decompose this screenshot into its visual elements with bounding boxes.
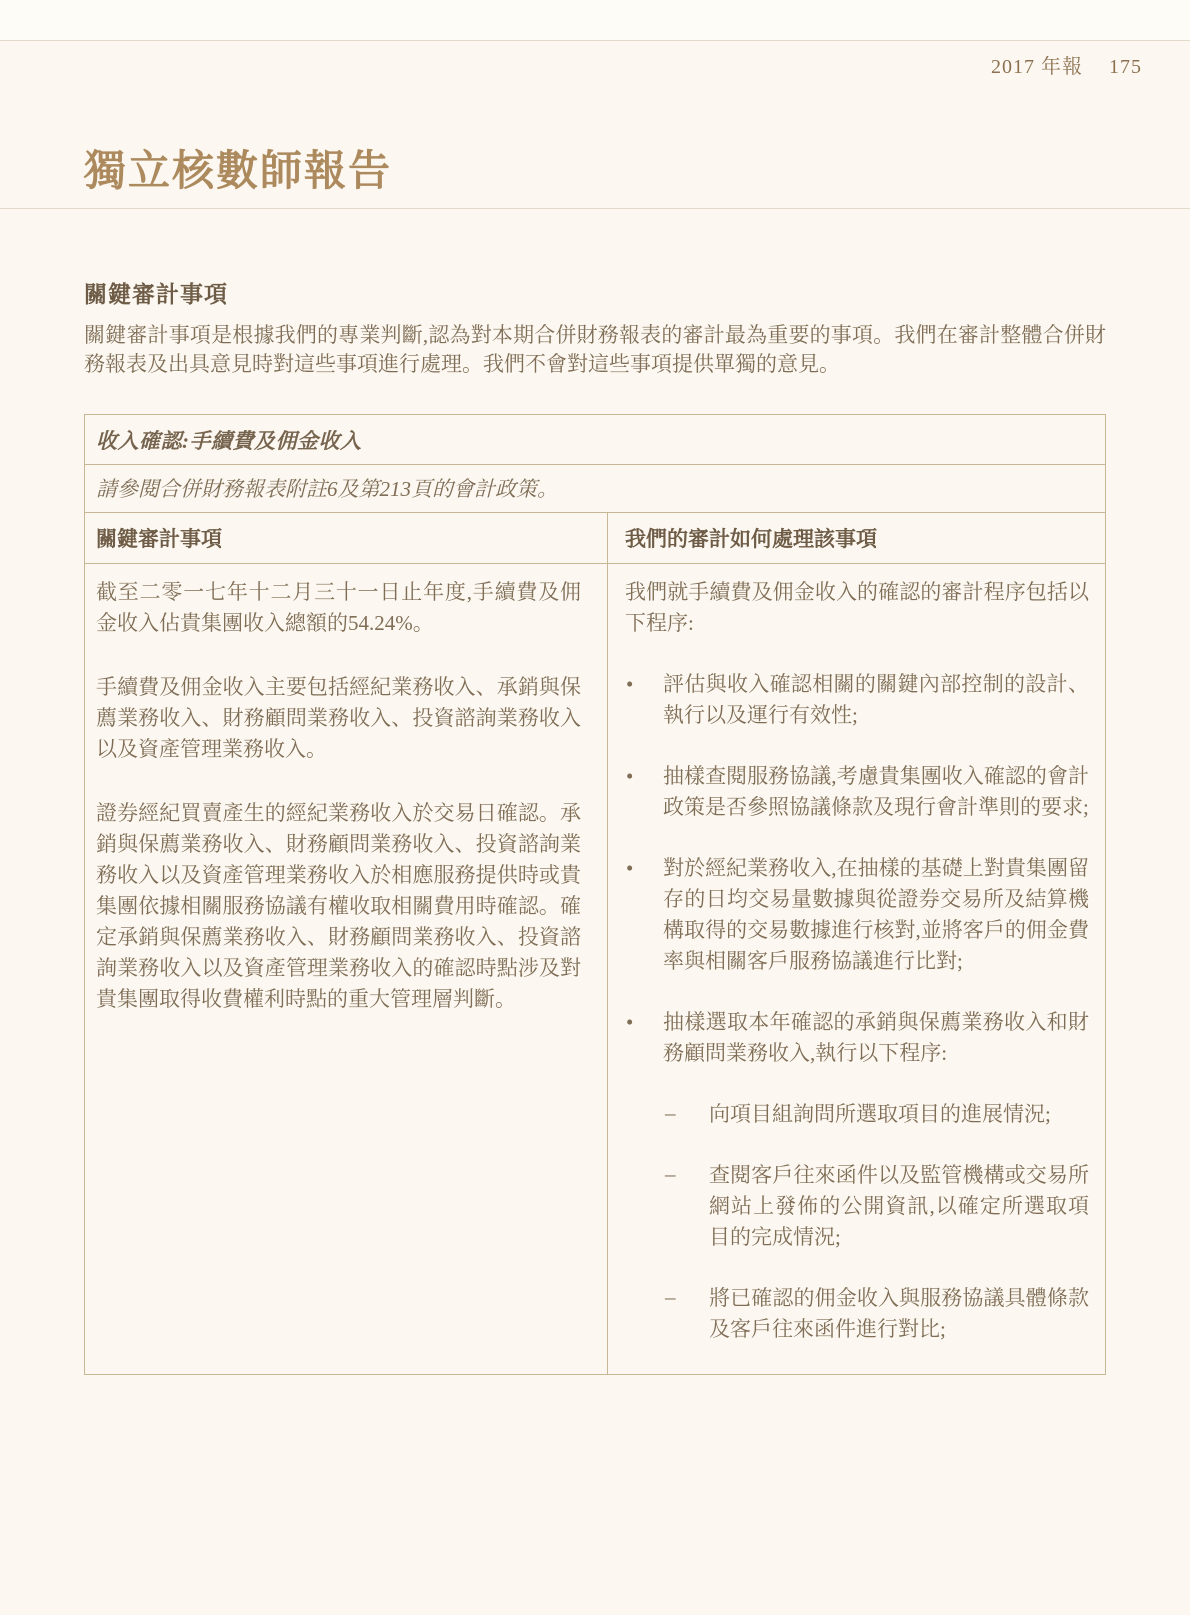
dash-icon: – bbox=[665, 1162, 676, 1186]
table-body-row bbox=[85, 563, 1105, 1374]
bullet-icon: • bbox=[626, 764, 634, 788]
sub-item-text: 查閱客戶往來函件以及監管機構或交易所網站上發佈的公開資訊,以確定所選取項目的完成情況; bbox=[709, 1163, 1089, 1249]
sub-item bbox=[625, 1283, 1089, 1345]
sub-item bbox=[625, 1099, 1089, 1130]
annual-report-label: 2017 年報 bbox=[991, 56, 1083, 78]
title-rule bbox=[0, 208, 1190, 209]
table-topic-row bbox=[85, 415, 1105, 464]
audit-response-cell bbox=[607, 564, 1105, 1374]
section-intro: 關鍵審計事項是根據我們的專業判斷,認為對本期合併財務報表的審計最為重要的事項。我們在審計整體合併財務報表及出具意見時對這些事項進行處理。我們不會對這些事項提供單獨的意見。 bbox=[84, 323, 1106, 376]
bullet-item bbox=[625, 1007, 1089, 1069]
table-reference-row bbox=[85, 464, 1105, 512]
table-header-row bbox=[85, 512, 1105, 563]
dash-icon: – bbox=[665, 1101, 676, 1125]
bullet-text: 評估與收入確認相關的關鍵內部控制的設計、執行以及運行有效性; bbox=[663, 672, 1089, 727]
bullet-item bbox=[625, 761, 1089, 823]
sub-item bbox=[625, 1160, 1089, 1253]
section-heading: 關鍵審計事項 bbox=[84, 282, 228, 307]
bullet-icon: • bbox=[626, 672, 634, 696]
audit-intro: 我們就手續費及佣金收入的確認的審計程序包括以下程序: bbox=[625, 580, 1089, 635]
bullet-text: 抽樣選取本年確認的承銷與保薦業務收入和財務顧問業務收入,執行以下程序: bbox=[663, 1010, 1089, 1065]
dash-icon: – bbox=[665, 1285, 676, 1309]
top-rule bbox=[0, 0, 1190, 41]
bullet-icon: • bbox=[626, 1010, 634, 1034]
col-header-left: 關鍵審計事項 bbox=[96, 527, 222, 551]
col-header-right: 我們的審計如何處理該事項 bbox=[607, 513, 1105, 563]
page-header bbox=[991, 50, 1142, 79]
sub-item-text: 向項目組詢問所選取項目的進展情況; bbox=[709, 1102, 1051, 1126]
kam-paragraph: 證券經紀買賣產生的經紀業務收入於交易日確認。承銷與保薦業務收入、財務顧問業務收入、投資諮詢業務收入以及資產管理業務收入於相應服務提供時或貴集團依據相關服務協議有權收取相關費用時確認。確定承銷與保薦業務收入、財務顧問業務收入、投資諮詢業務收入以及資產管理業務收入的確認時點涉及對貴集團取得收費權利時點的重大管理層判斷。 bbox=[96, 801, 581, 1011]
bullet-item bbox=[625, 853, 1089, 977]
bullet-text: 抽樣查閱服務協議,考慮貴集團收入確認的會計政策是否參照協議條款及現行會計準則的要求; bbox=[663, 764, 1089, 819]
bullet-text: 對於經紀業務收入,在抽樣的基礎上對貴集團留存的日均交易量數據與從證券交易所及結算機構取得的交易數據進行核對,並將客戶的佣金費率與相關客戶服務協議進行比對; bbox=[663, 856, 1089, 973]
kam-paragraph: 手續費及佣金收入主要包括經紀業務收入、承銷與保薦業務收入、財務顧問業務收入、投資諮詢業務收入以及資產管理業務收入。 bbox=[96, 675, 581, 761]
bullet-icon: • bbox=[626, 856, 634, 880]
table-topic: 收入確認:手續費及佣金收入 bbox=[96, 429, 362, 453]
report-title: 獨立核數師報告 bbox=[84, 149, 393, 195]
kam-description-cell bbox=[85, 564, 607, 1374]
bullet-item bbox=[625, 669, 1089, 731]
kam-paragraph: 截至二零一七年十二月三十一日止年度,手續費及佣金收入佔貴集團收入總額的54.24%。 bbox=[96, 580, 581, 635]
page-number: 175 bbox=[1109, 56, 1142, 78]
kam-table bbox=[84, 414, 1106, 1375]
table-reference: 請參閱合併財務報表附註6及第213頁的會計政策。 bbox=[96, 477, 558, 501]
sub-item-text: 將已確認的佣金收入與服務協議具體條款及客戶往來函件進行對比; bbox=[709, 1286, 1089, 1341]
